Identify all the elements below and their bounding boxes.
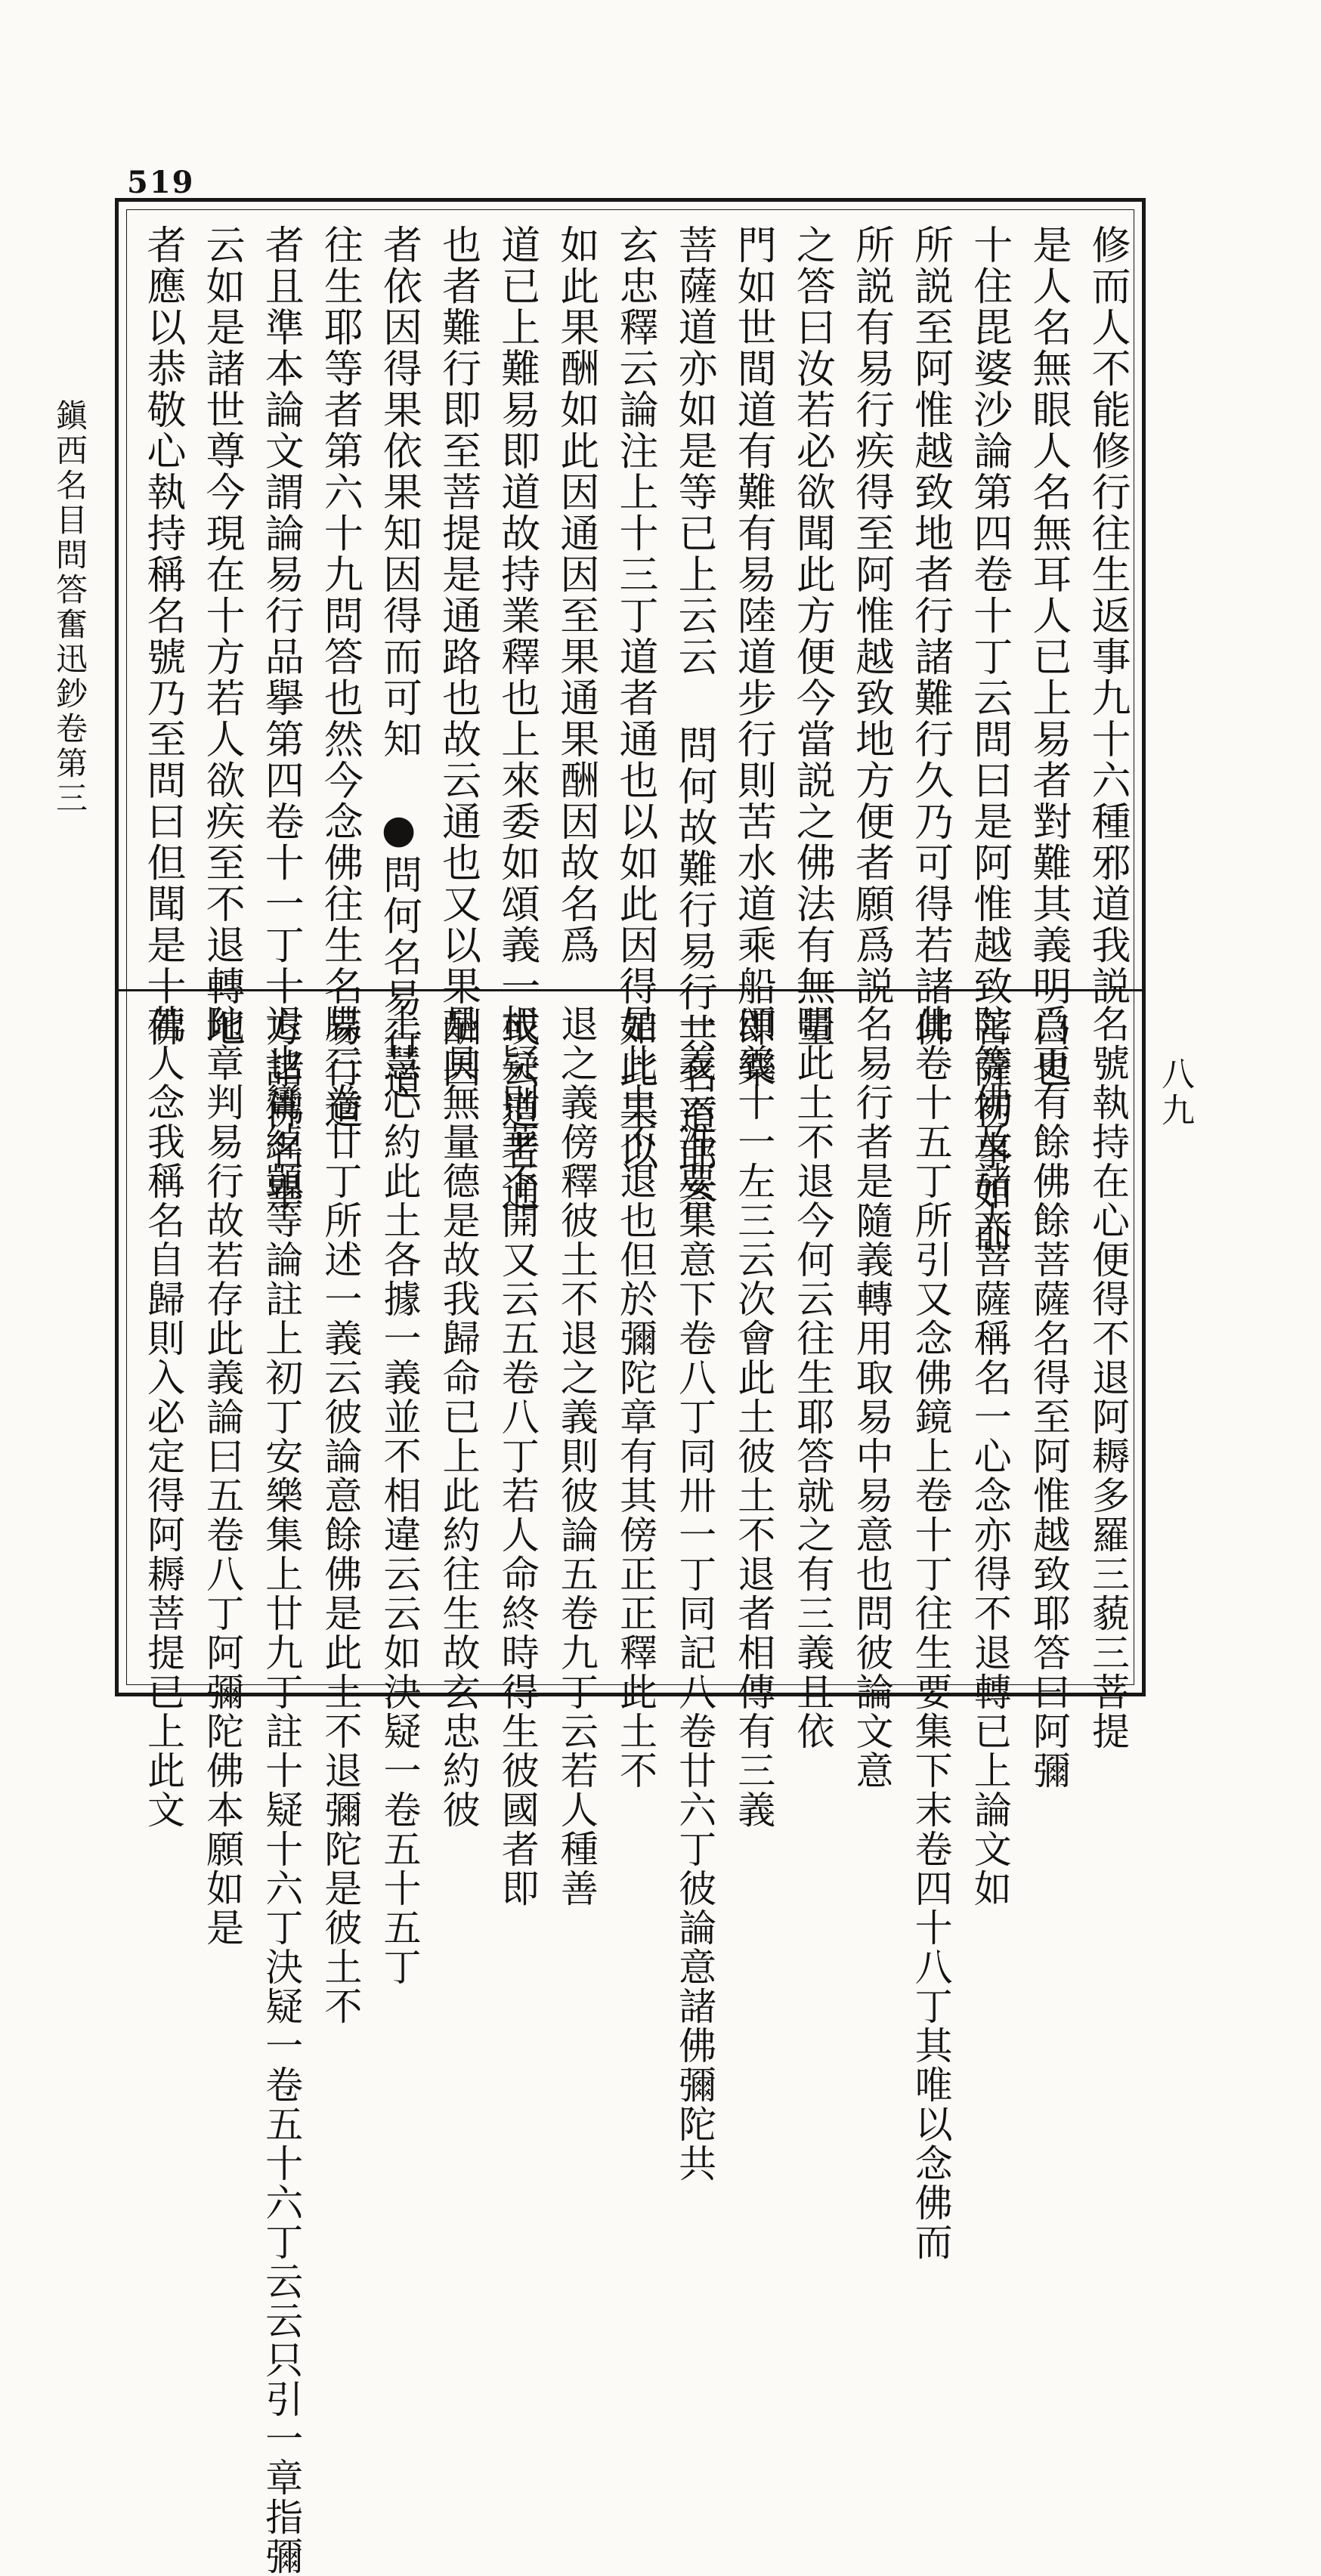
text-column: 云如是諸世尊今現在十方若人欲疾至不退轉地 [199, 224, 245, 1048]
text-column: 是人名無眼人名無耳人已上易者對難其義明白也 [1025, 224, 1071, 1090]
text-column: 陀章判易行故若存此義論曰五卷八丁阿彌陀佛本願如是 [200, 1004, 245, 1947]
text-column: 土慧心約此土各據一義並不相違云云如決疑一卷五十五丁 [377, 1004, 422, 1987]
text-column: 之答曰汝若必欲聞此方便今當説之佛法有無量 [789, 224, 835, 1048]
lower-register [129, 1004, 1131, 2576]
upper-register [129, 224, 1131, 1254]
text-column: 名號執持在心便得不退阿耨多羅三藐三菩提 [1086, 1004, 1130, 1751]
text-column: 名易行者是隨義轉用取易中易意也問彼論文意 [849, 1004, 894, 1790]
text-column: 根疑則華不開又云五卷八丁若人命終時得生彼國者即 [495, 1004, 540, 1908]
text-column: 道已上難易即道故持業釋也上來委如頌義一或云道者通 [493, 224, 540, 1213]
text-column: 者且準本論文謂論易行品擧第四卷十一丁十方諸佛名畢 [258, 224, 304, 1213]
text-column: 頌義十一左三云次會此土彼土不退者相傳有三義 [732, 1004, 776, 1829]
text-column: 菩薩道亦如是等已上云云 問何故難行易行共名道耶答 [671, 224, 717, 1219]
text-column: 所説有易行疾得至阿惟越致地方便者願爲説 [848, 224, 894, 1007]
text-column: 如此果酬如此因通因至果通果酬因故名爲 [552, 224, 599, 966]
text-column: 一義云准要集意下卷八丁同卅一丁同記八卷廿六丁彼論意諸佛彌陀共 [673, 1004, 717, 2183]
text-column: 修而人不能修行往生返事九十六種邪道我説 [1084, 224, 1130, 1007]
text-column: 往生耶等者第六十九問答也然今念佛往生名易行道 [317, 224, 363, 1130]
text-column: 者依因得果依果知因得而可知 ●問何名易行道 [376, 224, 422, 1102]
text-column: 退也鸞綽顗等論註上初丁安樂集上廿九丁註十疑十六丁決疑一卷五十六丁云云只引一章指彌 [259, 1004, 304, 2576]
text-column: 爲更有餘佛餘菩薩名得至阿惟越致耶答曰阿彌 [1026, 1004, 1071, 1790]
text-column: 此卷十五丁所引又念佛鏡上卷十丁往生要集下末卷四十八丁其唯以念佛而 [908, 1004, 953, 2262]
text-column: 也者難行即至菩提是通路也故云通也又以果酬因 [435, 224, 481, 1090]
text-column: 退之義傍釋彼土不退之義則彼論五卷九丁云若人種善 [554, 1004, 599, 1908]
text-column: 明此土不退今何云往生耶答就之有三義且依 [790, 1004, 835, 1751]
text-column: 若人念我稱名自歸則入必定得阿耨菩提已上此文 [141, 1004, 185, 1829]
text-column: 陀等佛及諸大菩薩稱名一心念亦得不退轉已上論文如 [967, 1004, 1012, 1908]
text-column: 所説至阿惟越致地者行諸難行久乃可得若諸佛 [907, 224, 953, 1048]
text-frame [115, 198, 1146, 2576]
text-column: 牒三卷廿丁所述一義云彼論意餘佛是此土不退彌陀是彼土不 [318, 1004, 363, 2026]
folio-number: 八九 [1155, 1056, 1194, 1129]
text-column: 玄忠釋云論注上十三丁道者通也以如此因得如此果以 [612, 224, 657, 1172]
text-column: 十住毘婆沙論第四卷十丁云問曰是阿惟越致菩薩初事如前 [966, 224, 1012, 1254]
text-column: 者應以恭敬心執持稱名號乃至問曰但聞是十佛 [140, 224, 185, 1048]
text-column: 是具無量德是故我歸命已上此約往生故玄忠約彼 [436, 1004, 481, 1829]
text-column: 門如世間道有難有易陸道步行則苦水道乘船即樂 [730, 224, 776, 1090]
text-column: 是此土不退也但於彌陀章有其傍正正釋此土不 [614, 1004, 657, 1790]
page-number: 519 [127, 165, 195, 200]
running-head: 鎭西名目問答奮迅鈔卷第三 [51, 399, 88, 816]
